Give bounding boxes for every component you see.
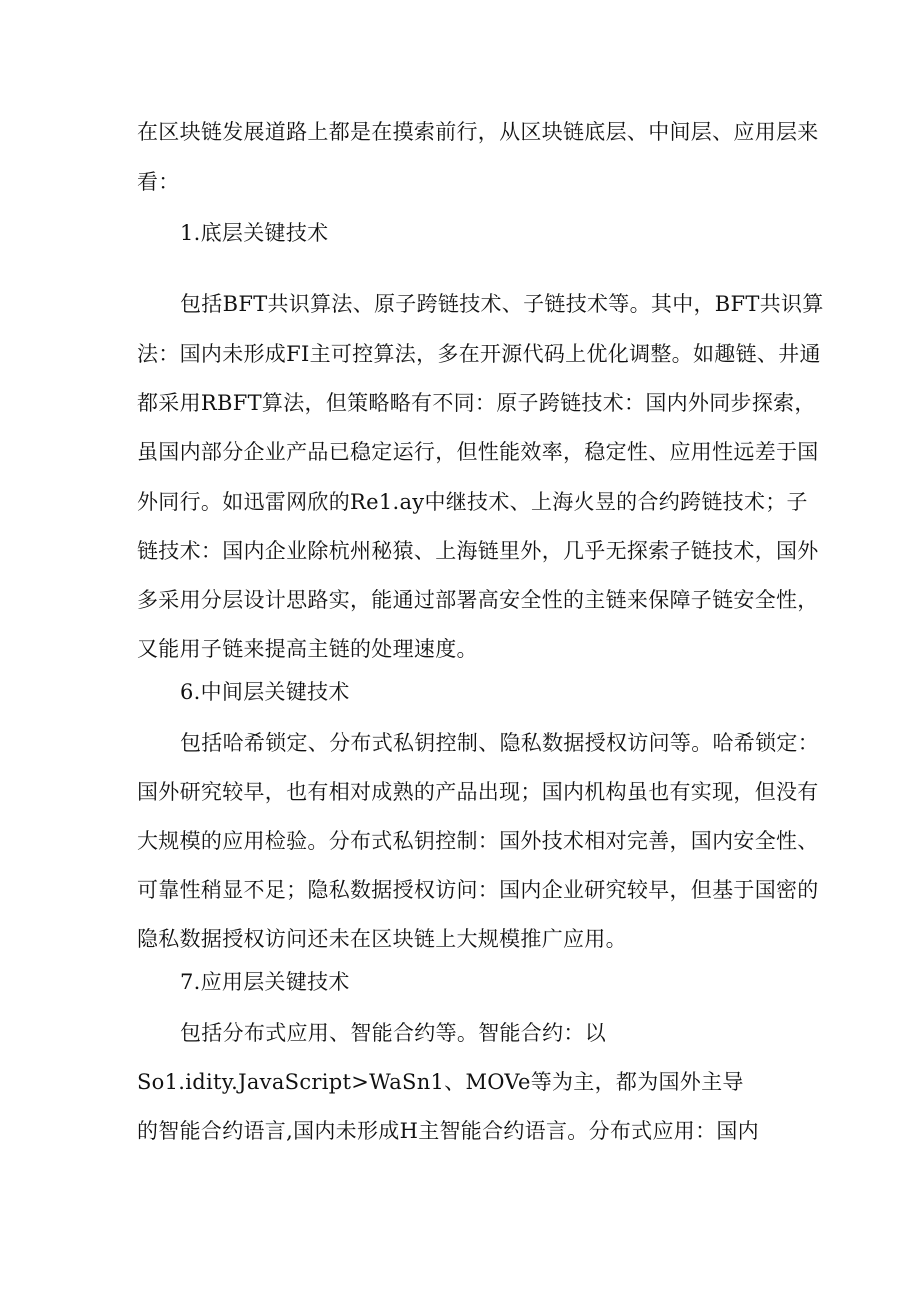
paragraph-line: 在区块链发展道路上都是在摸索前行，从区块链底层、中间层、应用层来 [137,120,819,144]
paragraph-line: 看： [137,170,180,194]
section-heading: 7.应用层关键技术 [180,970,350,994]
paragraph-line: 都采用RBFT算法，但策略略有不同：原子跨链技术：国内外同步探索， [137,391,816,415]
paragraph-line: 多采用分层设计思路实，能通过部署高安全性的主链来保障子链安全性， [137,588,819,612]
paragraph-line: 的智能合约语言,国内未形成H主智能合约语言。分布式应用：国内 [137,1119,759,1143]
paragraph-line: 包括BFT共识算法、原子跨链技术、子链技术等。其中，BFT共识算 [180,292,824,316]
paragraph-line: 虽国内部分企业产品已稳定运行，但性能效率，稳定性、应用性远差于国 [137,440,819,464]
paragraph-line: 又能用子链来提高主链的处理速度。 [137,637,478,661]
paragraph-line: 外同行。如迅雷网欣的Re1.ay中继技术、上海火昱的合约跨链技术；子 [137,490,808,514]
paragraph-line: 链技术：国内企业除杭州秘猿、上海链里外，几乎无探索子链技术，国外 [137,539,819,563]
section-heading: 6.中间层关键技术 [180,680,350,704]
paragraph-line: 包括哈希锁定、分布式私钥控制、隐私数据授权访问等。哈希锁定： [180,731,819,755]
paragraph-line: 包括分布式应用、智能合约等。智能合约：以 [180,1021,606,1045]
paragraph-line: 国外研究较早，也有相对成熟的产品出现；国内机构虽也有实现，但没有 [137,780,819,804]
paragraph-line: 隐私数据授权访问还未在区块链上大规模推广应用。 [137,927,627,951]
paragraph-line: So1.idity.JavaScript>WaSn1、MOVe等为主，都为国外主导 [137,1070,744,1094]
paragraph-line: 法：国内未形成FI主可控算法，多在开源代码上优化调整。如趣链、井通 [137,342,821,366]
paragraph-line: 大规模的应用检验。分布式私钥控制：国外技术相对完善，国内安全性、 [137,829,819,853]
paragraph-line: 可靠性稍显不足；隐私数据授权访问：国内企业研究较早，但基于国密的 [137,878,819,902]
section-heading: 1.底层关键技术 [180,221,329,245]
